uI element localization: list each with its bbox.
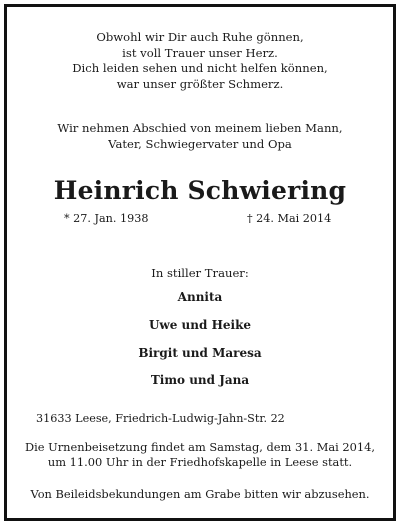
burial-notice-line: Die Urnenbeisetzung findet am Samstag, dem 31. Mai 2014,: [24, 440, 376, 454]
poem-line: ist voll Trauer unser Herz.: [122, 45, 278, 60]
burial-notice-line: um 11.00 Uhr in der Friedhofskapelle in Leese statt.: [47, 455, 353, 469]
poem-line: war unser größter Schmerz.: [116, 76, 284, 91]
mourner-name: Birgit und Maresa: [138, 346, 262, 360]
family-address: 31633 Leese, Friedrich-Ludwig-Jahn-Str. 22: [36, 412, 285, 425]
death-date: † 24. Mai 2014: [247, 212, 332, 225]
burial-notice: [0, 440, 400, 470]
poem-line: Dich leiden sehen und nicht helfen können,: [72, 61, 328, 75]
mourner-name: Uwe und Heike: [148, 318, 252, 332]
condolence-request: Von Beileidsbekundungen am Grabe bitten wir abzusehen.: [30, 487, 370, 501]
birth-date: * 27. Jan. 1938: [64, 212, 149, 225]
farewell-line: Wir nehmen Abschied von meinem lieben Mann,: [57, 121, 343, 135]
farewell-text: [0, 120, 400, 152]
mourner-name: Annita: [177, 290, 223, 304]
memorial-poem: [0, 30, 400, 92]
poem-line: Obwohl wir Dir auch Ruhe gönnen,: [96, 30, 304, 44]
farewell-line: Vater, Schwiegervater und Opa: [108, 137, 292, 151]
deceased-name: Heinrich Schwiering: [53, 176, 347, 205]
mourner-name: Timo und Jana: [150, 373, 250, 387]
mourning-intro: In stiller Trauer:: [151, 266, 249, 280]
